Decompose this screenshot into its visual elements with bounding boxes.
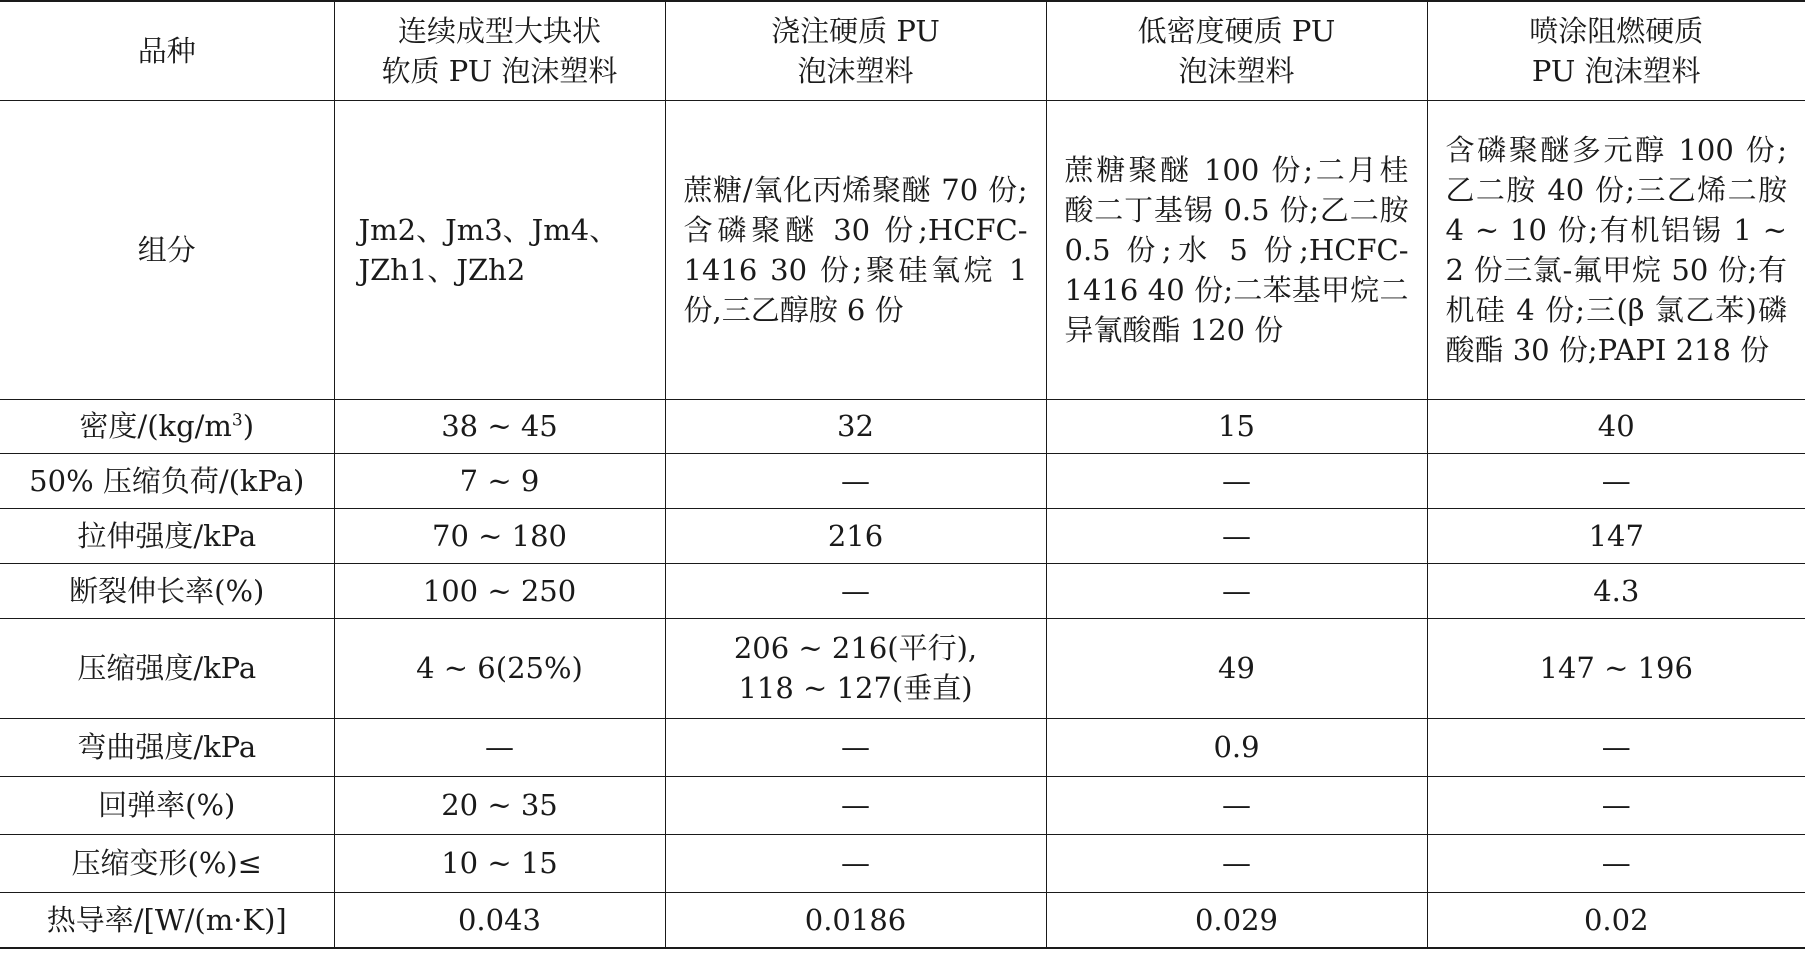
table-row [0,453,1805,508]
value-cell: 49 [1046,618,1427,718]
row-label: 热导率/[W/(m·K)] [0,892,334,948]
value-cell: — [1046,776,1427,834]
composition-cell: Jm2、Jm3、Jm4、JZh1、JZh2 [334,100,665,399]
table-row [0,718,1805,776]
row-label: 组分 [0,100,334,399]
row-label: 压缩变形(%)≤ [0,834,334,892]
header-cast-rigid-pu [665,1,1046,100]
value-cell: 32 [665,399,1046,453]
value-cell: 147 ~ 196 [1427,618,1805,718]
value-cell: 216 [665,508,1046,563]
value-cell: — [1427,834,1805,892]
value-cell: 0.9 [1046,718,1427,776]
row-label: 断裂伸长率(%) [0,563,334,618]
table-row [0,508,1805,563]
value-cell: 70 ~ 180 [334,508,665,563]
value-cell: — [334,718,665,776]
composition-cell: 含磷聚醚多元醇 100 份;乙二胺 40 份;三乙烯二胺 4 ~ 10 份;有机铝锡 1 ~ 2 份三氯-氟甲烷 50 份;有机硅 4 份;三(β 氯乙苯)磷酸酯 30 份;PAPI 218 份 [1427,100,1805,399]
value-cell: 0.029 [1046,892,1427,948]
value-cell: 10 ~ 15 [334,834,665,892]
density-row [0,399,1805,453]
value-cell: 20 ~ 35 [334,776,665,834]
table-row [0,563,1805,618]
value-cell: — [665,776,1046,834]
value-cell: — [1046,508,1427,563]
composition-cell: 蔗糖聚醚 100 份;二月桂酸二丁基锡 0.5 份;乙二胺 0.5 份;水 5 份;HCFC-1416 40 份;二苯基甲烷二异氰酸酯 120 份 [1046,100,1427,399]
value-cell: — [665,453,1046,508]
header-soft-pu-block-line1: 连续成型大块状 [397,13,601,48]
value-cell: — [1046,834,1427,892]
value-cell: 100 ~ 250 [334,563,665,618]
header-low-density-rigid-pu-line2: 泡沫塑料 [1178,53,1295,88]
value-cell: — [1427,453,1805,508]
value-line: 118 ~ 127(垂直) [738,671,973,705]
composition-cell: 蔗糖/氧化丙烯聚醚 70 份;含磷聚醚 30 份;HCFC-1416 30 份;聚硅氧烷 1 份,三乙醇胺 6 份 [665,100,1046,399]
value-cell: 0.02 [1427,892,1805,948]
table-row [0,776,1805,834]
row-label: 压缩强度/kPa [0,618,334,718]
value-cell: — [1427,718,1805,776]
value-cell [665,618,1046,718]
value-cell: 40 [1427,399,1805,453]
density-label-suffix: ) [242,409,255,443]
header-low-density-rigid-pu [1046,1,1427,100]
header-variety: 品种 [0,1,334,100]
row-label: 弯曲强度/kPa [0,718,334,776]
value-cell: — [1427,776,1805,834]
header-spray-flame-retardant-pu-line2: PU 泡沫塑料 [1531,53,1701,88]
density-label-prefix: 密度/(kg/m [79,409,232,443]
header-row [0,1,1805,100]
value-cell: 38 ~ 45 [334,399,665,453]
value-cell: 0.043 [334,892,665,948]
header-soft-pu-block-line2: 软质 PU 泡沫塑料 [381,53,618,88]
density-label-exponent: 3 [231,410,243,431]
value-line: 206 ~ 216(平行), [733,631,978,665]
row-label: 拉伸强度/kPa [0,508,334,563]
header-cast-rigid-pu-line1: 浇注硬质 PU [771,13,940,48]
value-cell: — [665,563,1046,618]
composition-row [0,100,1805,399]
header-low-density-rigid-pu-line1: 低密度硬质 PU [1137,13,1336,48]
value-cell: 7 ~ 9 [334,453,665,508]
value-cell: 4.3 [1427,563,1805,618]
value-cell: 4 ~ 6(25%) [334,618,665,718]
value-cell: 15 [1046,399,1427,453]
row-label: 回弹率(%) [0,776,334,834]
header-spray-flame-retardant-pu-line1: 喷涂阻燃硬质 [1529,13,1704,48]
header-soft-pu-block [334,1,665,100]
table-row [0,834,1805,892]
header-cast-rigid-pu-line2: 泡沫塑料 [797,53,914,88]
value-cell: 0.0186 [665,892,1046,948]
value-cell: — [1046,563,1427,618]
row-label [0,399,334,453]
header-spray-flame-retardant-pu [1427,1,1805,100]
value-cell: 147 [1427,508,1805,563]
value-cell: — [665,718,1046,776]
table-row [0,892,1805,948]
value-cell: — [665,834,1046,892]
row-label: 50% 压缩负荷/(kPa) [0,453,334,508]
value-cell: — [1046,453,1427,508]
compressive-strength-row [0,618,1805,718]
